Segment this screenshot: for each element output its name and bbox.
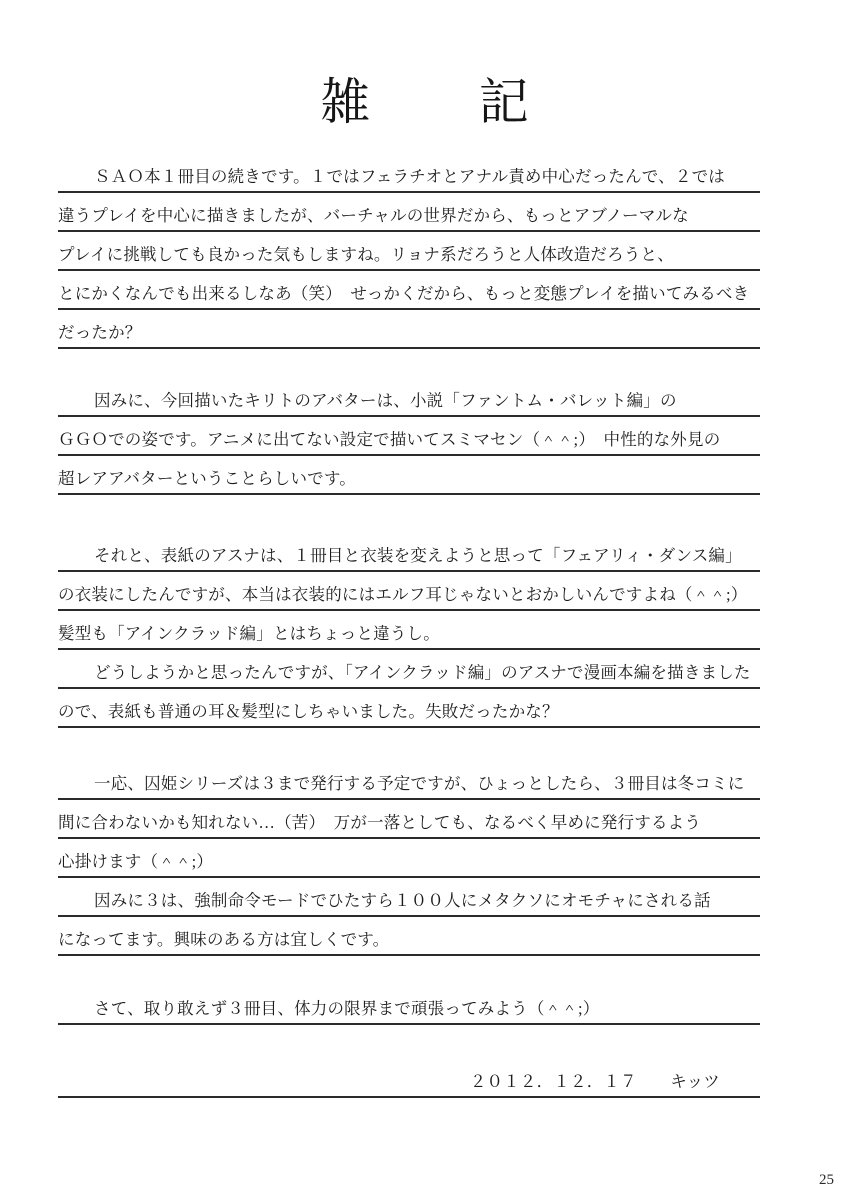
text-line — [58, 310, 760, 349]
text-line-content: だったか？ — [58, 323, 142, 342]
text-line-content: の衣装にしたんですが、本当は衣装的にはエルフ耳じゃないとおかしいんですよね（＾＾;） — [58, 585, 748, 604]
title-char-left: 雑 — [320, 74, 371, 130]
text-line — [58, 986, 760, 1025]
text-line — [58, 417, 760, 456]
text-line — [58, 232, 760, 271]
text-line — [58, 761, 760, 800]
text-line — [58, 839, 760, 878]
text-line — [58, 378, 760, 417]
title-char-right: 記 — [478, 74, 529, 130]
page-number: 25 — [819, 1172, 834, 1188]
text-line-content: 因みに３は、強制命令モードでひたすら１００人にメタクソにオモチャにされる話 — [94, 891, 711, 910]
text-line-content: 因みに、今回描いたキリトのアバターは、小説「ファントム・バレット編」の — [94, 391, 677, 410]
text-line-content: 違うプレイを中心に描きましたが、バーチャルの世界だから、もっとアブノーマルな — [58, 206, 689, 225]
text-line-content: さて、取り敢えず３冊目、体力の限界まで頑張ってみよう（＾＾;） — [94, 999, 600, 1018]
text-line-content: ＳＡＯ本１冊目の続きです。１ではフェラチオとアナル責め中心だったんで、２では — [94, 167, 725, 186]
text-line-content: プレイに挑戦しても良かった気もしますね。リョナ系だろうと人体改造だろうと、 — [58, 245, 674, 264]
text-line-content: それと、表紙のアスナは、１冊目と衣装を変えようと思って「フェアリィ・ダンス編」 — [94, 546, 742, 565]
text-line — [58, 533, 760, 572]
text-line-content: ＧＧＯでの姿です。アニメに出てない設定で描いてスミマセン（＾＾;） 中性的な外見の — [58, 430, 721, 449]
text-line — [58, 689, 760, 728]
text-line-content: どうしようかと思ったんですが、「アインクラッド編」のアスナで漫画本編を描きました — [94, 663, 751, 682]
text-line — [58, 572, 760, 611]
signature-date-text: ２０１２．１２．１７ キッツ — [469, 1072, 720, 1091]
text-line-content: とにかくなんでも出来るしなあ（笑） せっかくだから、もっと変態プレイを描いてみるべき — [58, 284, 750, 303]
text-line — [58, 271, 760, 310]
text-line — [58, 154, 760, 193]
text-line-content: 超レアアバターということらしいです。 — [58, 469, 356, 488]
text-line — [58, 193, 760, 232]
text-line — [58, 456, 760, 495]
text-line — [58, 611, 760, 650]
text-line-content: ので、表紙も普通の耳＆髪型にしちゃいました。失敗だったかな？ — [58, 702, 559, 721]
signature-date-line — [58, 1059, 760, 1098]
text-line — [58, 800, 760, 839]
body-text — [58, 154, 760, 1098]
text-line-content: 心掛けます（＾＾;） — [58, 852, 214, 871]
text-line — [58, 650, 760, 689]
text-line — [58, 917, 760, 956]
text-line-content: になってます。興味のある方は宜しくです。 — [58, 930, 390, 949]
page-title — [0, 72, 849, 132]
text-line-content: 髪型も「アインクラッド編」とはちょっと違うし。 — [58, 624, 440, 643]
text-line — [58, 878, 760, 917]
text-line-content: 間に合わないかも知れない…（苦） 万が一落としても、なるべく早めに発行するよう — [58, 813, 702, 832]
text-line-content: 一応、囚姫シリーズは３まで発行する予定ですが、ひょっとしたら、３冊目は冬コミに — [94, 774, 745, 793]
